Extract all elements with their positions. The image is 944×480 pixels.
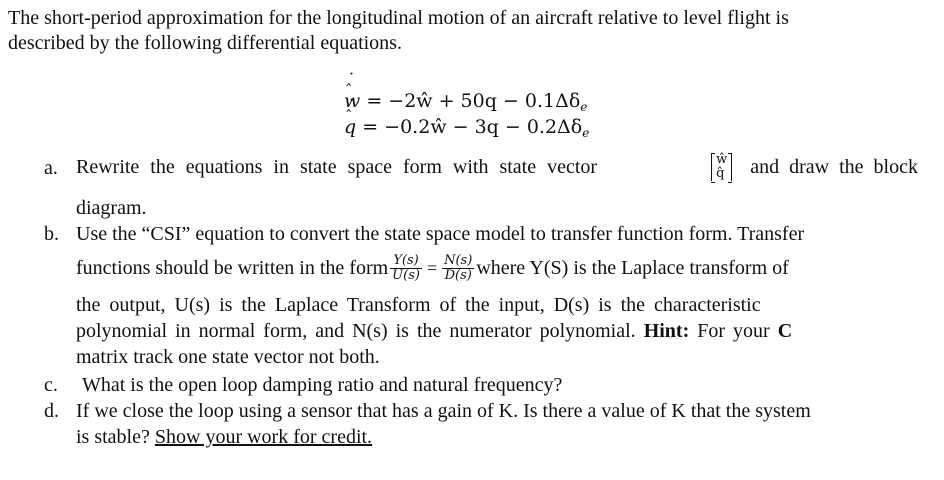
item-b-line-5 [76,345,380,369]
item-a-text-pre: Rewrite the equations in state space form with state vector [76,156,598,178]
item-b-text-2-post: where Y(S) is the Laplace transform of [476,257,789,279]
item-a-line-1 [76,150,918,184]
hint-label: Hint: [643,320,690,342]
item-b-text-4-pre: polynomial in normal form, and N(s) is the numerator polynomial. [76,320,636,342]
intro-line-1 [8,6,922,30]
item-c-text: What is the open loop damping ratio and natural frequency? [82,374,563,396]
item-b-text-4-post: For your [697,320,770,342]
item-a-cont: diagram. [76,197,147,219]
item-d-label: d. [44,400,59,422]
fraction-1-denominator: U(s) [392,267,420,283]
equation-2-subscript: e [582,126,590,140]
equals-sign: = [426,258,438,278]
item-b-text-2-pre: functions should be written in the form [76,257,389,279]
fraction-1-numerator: Y(s) [390,254,422,269]
item-d-line-2 [76,425,372,449]
show-work-text: Show your work for credit. [154,426,373,448]
state-vector [711,153,732,181]
item-d-text-1: If we close the loop using a sensor that has a gain of K. Is there a value of K that the system [76,400,811,422]
item-b-label: b. [44,223,59,245]
item-b-text-1: Use the “CSI” equation to convert the state space model to transfer function form. Transfer [76,223,805,245]
q-hat-dot: ˆ q ˙ [344,116,356,138]
equation-1 [344,90,587,114]
item-b-text-3: the output, U(s) is the Laplace Transform of the input, D(s) is the characteristic [76,294,761,316]
item-d-text-2-pre: is stable? [76,426,150,448]
c-matrix-label: C [777,320,793,342]
w-hat-dot: ˆ w ˙ [344,90,360,112]
fraction-2-numerator: N(s) [444,252,473,268]
state-vector-top: ŵ [716,152,728,167]
item-a-text-post: and draw the block [750,156,918,178]
intro-text-2: described by the following differential equations. [8,32,402,54]
item-b-line-1 [76,222,804,246]
equation-1-rhs: = −2ŵ + 50q − 0.1Δδ [366,90,581,112]
item-c-label: c. [44,374,58,396]
equation-2-rhs: = −0.2ŵ − 3q − 0.2Δδ [362,116,583,138]
item-a-label: a. [44,157,58,179]
equation-1-subscript: e [580,100,588,114]
item-b-line-4 [76,319,792,343]
item-b-line-3 [76,293,761,317]
intro-text-1: The short-period approximation for the longitudinal motion of an aircraft relative to level flight is [8,7,789,29]
item-b-text-5: matrix track one state vector not both. [76,346,380,368]
item-b-line-2 [76,251,789,285]
fraction-2-denominator: D(s) [444,267,472,283]
fraction-n-over-d [442,254,474,283]
item-c-line [82,373,562,397]
state-vector-bottom: q̂ [716,166,725,181]
fraction-y-over-u [390,254,422,283]
item-a-line-2 [76,196,147,220]
item-d-line-1 [76,399,811,423]
intro-line-2 [8,31,402,55]
equation-2 [344,116,589,140]
